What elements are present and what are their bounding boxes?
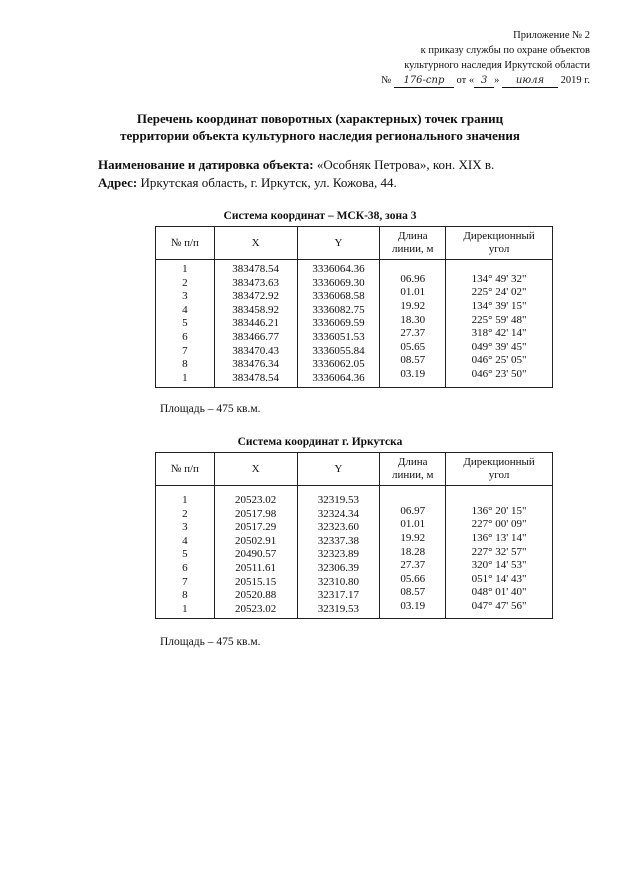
- cell-value: 1: [182, 602, 188, 615]
- cell-value: 051° 14' 43": [471, 572, 527, 585]
- cell-value: 19.92: [400, 531, 426, 544]
- cell-value: 225° 24' 02": [471, 286, 527, 299]
- cell-value: 2: [182, 507, 188, 520]
- cell-value: 03.19: [400, 367, 426, 380]
- cell-value: 136° 20' 15": [471, 504, 527, 517]
- cell-value: 32323.60: [317, 521, 360, 534]
- cell-value: 32319.53: [317, 494, 360, 506]
- appendix-header: [381, 28, 590, 88]
- cell-value: 3336064.36: [312, 371, 365, 384]
- cell-value: 5: [182, 317, 188, 330]
- cell-value: 01.01: [400, 286, 426, 299]
- cell-value: 1: [182, 371, 188, 384]
- cell-value: 383473.63: [232, 276, 279, 289]
- cell-value: 20490.57: [235, 548, 277, 561]
- cell-value: 06.96: [400, 272, 426, 285]
- cell-value: 20517.29: [235, 521, 277, 534]
- cell-value: 20502.91: [235, 534, 277, 547]
- table1-caption: Система координат – МСК-38, зона 3: [223, 210, 417, 222]
- col-header-length-line2: линии, м: [391, 469, 434, 481]
- cell-value: 383446.21: [232, 317, 279, 330]
- cell-value: 383470.43: [232, 344, 279, 357]
- cell-value: 3336068.58: [312, 290, 365, 303]
- cell-value: 3336055.84: [312, 344, 365, 357]
- object-info: [98, 156, 494, 192]
- cell-value: 3336064.36: [312, 263, 365, 275]
- cell-value: 383478.54: [232, 263, 279, 275]
- appendix-order-line: к приказу службы по охране объектов: [420, 45, 590, 56]
- cell-value: 046° 25' 05": [471, 354, 527, 367]
- document-title-line1: Перечень координат поворотных (характерных) точек границ: [136, 111, 504, 126]
- order-date-day-close: »: [494, 75, 500, 86]
- cell-value: 32319.53: [317, 602, 360, 615]
- cell-value: 27.37: [400, 559, 426, 572]
- table1-msk38: [155, 226, 553, 388]
- cell-value: 134° 49' 32": [471, 272, 527, 285]
- table1-body-row: [156, 260, 553, 388]
- cell-value: 6: [182, 561, 188, 574]
- object-name-label: Наименование и датировка объекта:: [98, 157, 314, 172]
- document-title-line2: территории объекта культурного наследия регионального значения: [120, 128, 520, 143]
- table2-body-row: [156, 486, 553, 619]
- cell-value: 06.97: [400, 504, 426, 517]
- appendix-order-number-date: [381, 73, 590, 88]
- cell-value: 3: [182, 290, 188, 303]
- cell-value: 048° 01' 40": [471, 586, 527, 599]
- cell-value: 20511.61: [235, 561, 277, 574]
- object-address-value: Иркутская область, г. Иркутск, ул. Кожова, 44.: [137, 175, 397, 190]
- cell-value: 08.57: [400, 586, 426, 599]
- cell-value: 227° 32' 57": [471, 545, 527, 558]
- cell-value: 32323.89: [317, 548, 360, 561]
- table1-numbers-col: [156, 260, 215, 388]
- col-header-angle-line1: Дирекционный: [463, 230, 535, 242]
- cell-value: 20517.98: [235, 507, 277, 520]
- cell-value: 318° 42' 14": [471, 327, 527, 340]
- order-number-value: 176-спр: [394, 75, 454, 88]
- cell-value: 047° 47' 56": [471, 599, 527, 612]
- cell-value: 32324.34: [317, 507, 360, 520]
- col-header-length: [380, 453, 446, 486]
- cell-value: 3336069.59: [312, 317, 365, 330]
- cell-value: 18.28: [400, 545, 426, 558]
- col-header-length-line2: линии, м: [392, 243, 434, 255]
- col-header-angle-line2: угол: [488, 469, 510, 481]
- cell-value: 1: [182, 494, 188, 506]
- cell-value: 27.37: [400, 327, 426, 340]
- col-header-num: № п/п: [156, 227, 215, 260]
- cell-value: 7: [182, 344, 188, 357]
- cell-value: 320° 14' 53": [471, 559, 527, 572]
- cell-value: 6: [182, 330, 188, 343]
- table1-y-col: [297, 260, 380, 388]
- cell-value: 20515.15: [235, 575, 277, 588]
- cell-value: 20523.02: [235, 494, 277, 506]
- cell-value: 383466.77: [232, 330, 279, 343]
- cell-value: 1: [182, 263, 188, 275]
- cell-value: 2: [182, 276, 188, 289]
- cell-value: 05.66: [400, 572, 426, 585]
- cell-value: 08.57: [400, 354, 426, 367]
- table2-header-row: [156, 453, 553, 486]
- cell-value: 225° 59' 48": [471, 313, 527, 326]
- col-header-y: Y: [297, 453, 380, 486]
- table1-header-row: [156, 227, 553, 260]
- object-name-row: [98, 156, 494, 174]
- cell-value: 19.92: [400, 299, 426, 312]
- cell-value: 4: [182, 534, 188, 547]
- cell-value: 383458.92: [232, 303, 279, 316]
- order-date-year: 2019 г.: [560, 75, 590, 86]
- table2-area: Площадь – 475 кв.м.: [160, 636, 261, 648]
- cell-value: 03.19: [400, 599, 426, 612]
- order-date-day: 3: [474, 75, 494, 88]
- cell-value: 8: [182, 358, 188, 371]
- order-date-from-label: от «: [456, 75, 475, 86]
- cell-value: 3336069.30: [312, 276, 365, 289]
- col-header-length: [380, 227, 446, 260]
- cell-value: 046° 23' 50": [471, 367, 527, 380]
- col-header-num: № п/п: [156, 453, 215, 486]
- col-header-x: X: [214, 453, 297, 486]
- cell-value: 7: [182, 575, 188, 588]
- cell-value: 05.65: [400, 340, 426, 353]
- col-header-angle-line1: Дирекционный: [463, 456, 535, 468]
- order-date-month: июля: [502, 75, 558, 88]
- cell-value: 18.30: [400, 313, 426, 326]
- cell-value: 3336051.53: [312, 330, 365, 343]
- table2-length-col: [380, 486, 446, 619]
- cell-value: 383478.54: [232, 371, 279, 384]
- cell-value: 32337.38: [317, 534, 360, 547]
- table2-y-col: [297, 486, 380, 619]
- cell-value: 32317.17: [317, 589, 360, 602]
- table2-x-col: [214, 486, 297, 619]
- col-header-x: X: [214, 227, 297, 260]
- cell-value: 20520.88: [235, 589, 277, 602]
- col-header-angle: [446, 453, 553, 486]
- cell-value: 227° 00' 09": [471, 518, 527, 531]
- table2-caption: Система координат г. Иркутска: [237, 436, 403, 448]
- cell-value: 383472.92: [232, 290, 279, 303]
- object-address-row: [98, 174, 494, 192]
- cell-value: 32310.80: [317, 575, 360, 588]
- table2-angle-col: [446, 486, 553, 619]
- cell-value: 049° 39' 45": [471, 340, 527, 353]
- table1-angle-col: [446, 260, 553, 388]
- cell-value: 20523.02: [235, 602, 277, 615]
- col-header-angle: [446, 227, 553, 260]
- table1-length-col: [380, 260, 446, 388]
- cell-value: 4: [182, 303, 188, 316]
- col-header-angle-line2: угол: [488, 243, 510, 255]
- appendix-title: Приложение № 2: [513, 30, 590, 41]
- cell-value: 5: [182, 548, 188, 561]
- object-name-value: «Особняк Петрова», кон. XIX в.: [313, 157, 495, 172]
- table1-x-col: [214, 260, 297, 388]
- order-number-label: №: [381, 75, 392, 86]
- cell-value: 01.01: [400, 518, 426, 531]
- table2-numbers-col: [156, 486, 215, 619]
- cell-value: 3: [182, 521, 188, 534]
- cell-value: 32306.39: [317, 561, 360, 574]
- table1-area: Площадь – 475 кв.м.: [160, 403, 261, 415]
- col-header-length-line1: Длина: [397, 230, 428, 242]
- appendix-agency-line: культурного наследия Иркутской области: [404, 60, 590, 71]
- document-title: [0, 110, 640, 144]
- cell-value: 8: [182, 589, 188, 602]
- col-header-length-line1: Длина: [397, 456, 428, 468]
- col-header-y: Y: [297, 227, 380, 260]
- table2-irkutsk: [155, 452, 553, 619]
- cell-value: 3336082.75: [312, 303, 365, 316]
- cell-value: 3336062.05: [312, 358, 365, 371]
- object-address-label: Адрес:: [98, 175, 138, 190]
- cell-value: 383476.34: [232, 358, 279, 371]
- cell-value: 136° 13' 14": [471, 531, 527, 544]
- cell-value: 134° 39' 15": [471, 299, 527, 312]
